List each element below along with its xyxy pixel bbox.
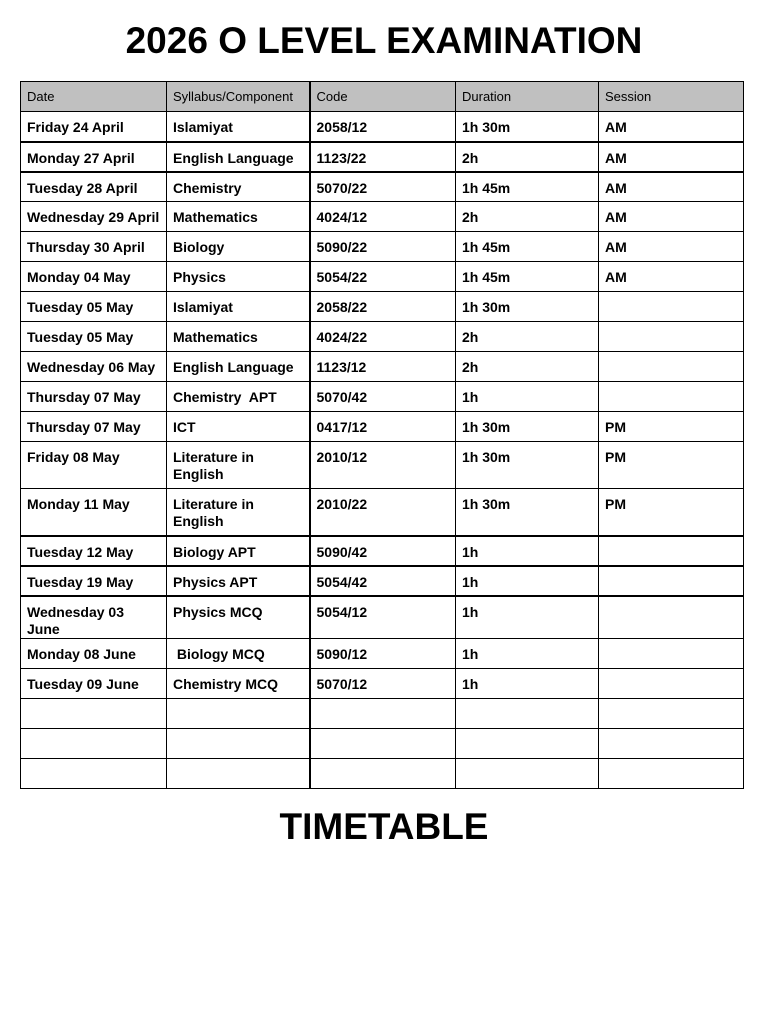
code-cell: 5070/12 [310, 668, 456, 698]
duration-cell: 2h [456, 142, 599, 172]
date-cell: Monday 11 May [21, 489, 167, 536]
code-cell: 5054/22 [310, 262, 456, 292]
code-cell: 2010/12 [310, 442, 456, 489]
code-cell: 5070/22 [310, 172, 456, 202]
code-cell [310, 758, 456, 788]
syllabus-cell: Chemistry [167, 172, 310, 202]
date-cell [21, 758, 167, 788]
header-session: Session [599, 82, 744, 112]
syllabus-cell: Mathematics [167, 202, 310, 232]
session-cell: AM [599, 232, 744, 262]
table-row [21, 292, 744, 322]
table-row [21, 489, 744, 536]
syllabus-cell: Literature in English [167, 489, 310, 536]
duration-cell: 1h [456, 566, 599, 596]
table-row [21, 728, 744, 758]
table-row [21, 202, 744, 232]
syllabus-cell: Chemistry APT [167, 382, 310, 412]
session-cell [599, 352, 744, 382]
session-cell: PM [599, 442, 744, 489]
table-row [21, 232, 744, 262]
code-cell: 5090/42 [310, 536, 456, 566]
date-cell: Tuesday 05 May [21, 322, 167, 352]
date-cell: Wednesday 06 May [21, 352, 167, 382]
syllabus-cell [167, 698, 310, 728]
code-cell: 2010/22 [310, 489, 456, 536]
session-cell: AM [599, 202, 744, 232]
duration-cell: 1h 45m [456, 232, 599, 262]
session-cell [599, 382, 744, 412]
syllabus-cell: English Language [167, 352, 310, 382]
date-cell: Wednesday 29 April [21, 202, 167, 232]
table-body [21, 112, 744, 789]
session-cell: PM [599, 489, 744, 536]
duration-cell: 2h [456, 322, 599, 352]
date-cell: Tuesday 12 May [21, 536, 167, 566]
syllabus-cell: Biology [167, 232, 310, 262]
date-cell: Wednesday 03 June [21, 596, 167, 639]
duration-cell [456, 698, 599, 728]
session-cell: AM [599, 112, 744, 142]
duration-cell: 1h 30m [456, 412, 599, 442]
date-cell: Monday 27 April [21, 142, 167, 172]
date-cell: Tuesday 28 April [21, 172, 167, 202]
session-cell [599, 322, 744, 352]
session-cell [599, 292, 744, 322]
header-syllabus: Syllabus/Component [167, 82, 310, 112]
code-cell: 0417/12 [310, 412, 456, 442]
duration-cell: 1h [456, 668, 599, 698]
session-cell: AM [599, 142, 744, 172]
session-cell [599, 698, 744, 728]
duration-cell: 1h [456, 536, 599, 566]
session-cell [599, 536, 744, 566]
syllabus-cell: Islamiyat [167, 292, 310, 322]
date-cell: Monday 08 June [21, 638, 167, 668]
syllabus-cell: Physics MCQ [167, 596, 310, 639]
date-cell: Friday 08 May [21, 442, 167, 489]
duration-cell: 1h 30m [456, 112, 599, 142]
duration-cell: 1h 30m [456, 442, 599, 489]
table-header-row [21, 82, 744, 112]
table-row [21, 638, 744, 668]
code-cell: 5054/12 [310, 596, 456, 639]
page-subtitle: TIMETABLE [279, 806, 489, 847]
code-cell: 5070/42 [310, 382, 456, 412]
session-cell [599, 638, 744, 668]
code-cell: 1123/12 [310, 352, 456, 382]
code-cell: 1123/22 [310, 142, 456, 172]
code-cell: 5090/22 [310, 232, 456, 262]
duration-cell: 1h 30m [456, 489, 599, 536]
header-date: Date [21, 82, 167, 112]
duration-cell: 1h 45m [456, 262, 599, 292]
syllabus-cell: Literature in English [167, 442, 310, 489]
date-cell: Thursday 30 April [21, 232, 167, 262]
table-row [21, 442, 744, 489]
syllabus-cell: English Language [167, 142, 310, 172]
table-row [21, 172, 744, 202]
code-cell: 5054/42 [310, 566, 456, 596]
code-cell [310, 728, 456, 758]
session-cell: AM [599, 262, 744, 292]
duration-cell [456, 758, 599, 788]
session-cell [599, 596, 744, 639]
date-cell: Tuesday 19 May [21, 566, 167, 596]
table-row [21, 322, 744, 352]
session-cell: AM [599, 172, 744, 202]
session-cell [599, 566, 744, 596]
table-row [21, 412, 744, 442]
code-cell: 2058/22 [310, 292, 456, 322]
session-cell [599, 728, 744, 758]
duration-cell: 2h [456, 352, 599, 382]
header-duration: Duration [456, 82, 599, 112]
date-cell: Tuesday 05 May [21, 292, 167, 322]
date-cell [21, 698, 167, 728]
page-title: 2026 O LEVEL EXAMINATION [125, 20, 643, 61]
code-cell: 5090/12 [310, 638, 456, 668]
date-cell: Friday 24 April [21, 112, 167, 142]
date-cell [21, 728, 167, 758]
table-row [21, 382, 744, 412]
duration-cell: 1h [456, 638, 599, 668]
session-cell: PM [599, 412, 744, 442]
table-row [21, 262, 744, 292]
table-row [21, 698, 744, 728]
session-cell [599, 758, 744, 788]
code-cell: 2058/12 [310, 112, 456, 142]
timetable-table [20, 81, 744, 789]
syllabus-cell: Physics APT [167, 566, 310, 596]
session-cell [599, 668, 744, 698]
syllabus-cell: Islamiyat [167, 112, 310, 142]
date-cell: Thursday 07 May [21, 412, 167, 442]
date-cell: Monday 04 May [21, 262, 167, 292]
duration-cell [456, 728, 599, 758]
syllabus-cell: Mathematics [167, 322, 310, 352]
code-cell: 4024/12 [310, 202, 456, 232]
duration-cell: 2h [456, 202, 599, 232]
table-row [21, 566, 744, 596]
table-row [21, 668, 744, 698]
syllabus-cell [167, 728, 310, 758]
table-row [21, 142, 744, 172]
duration-cell: 1h 45m [456, 172, 599, 202]
duration-cell: 1h [456, 382, 599, 412]
header-code: Code [310, 82, 456, 112]
duration-cell: 1h [456, 596, 599, 639]
table-row [21, 758, 744, 788]
syllabus-cell: ICT [167, 412, 310, 442]
date-cell: Tuesday 09 June [21, 668, 167, 698]
table-row [21, 536, 744, 566]
table-row [21, 112, 744, 142]
code-cell: 4024/22 [310, 322, 456, 352]
date-cell: Thursday 07 May [21, 382, 167, 412]
syllabus-cell: Physics [167, 262, 310, 292]
syllabus-cell [167, 758, 310, 788]
table-row [21, 596, 744, 639]
syllabus-cell: Biology MCQ [167, 638, 310, 668]
syllabus-cell: Biology APT [167, 536, 310, 566]
table-row [21, 352, 744, 382]
syllabus-cell: Chemistry MCQ [167, 668, 310, 698]
code-cell [310, 698, 456, 728]
duration-cell: 1h 30m [456, 292, 599, 322]
